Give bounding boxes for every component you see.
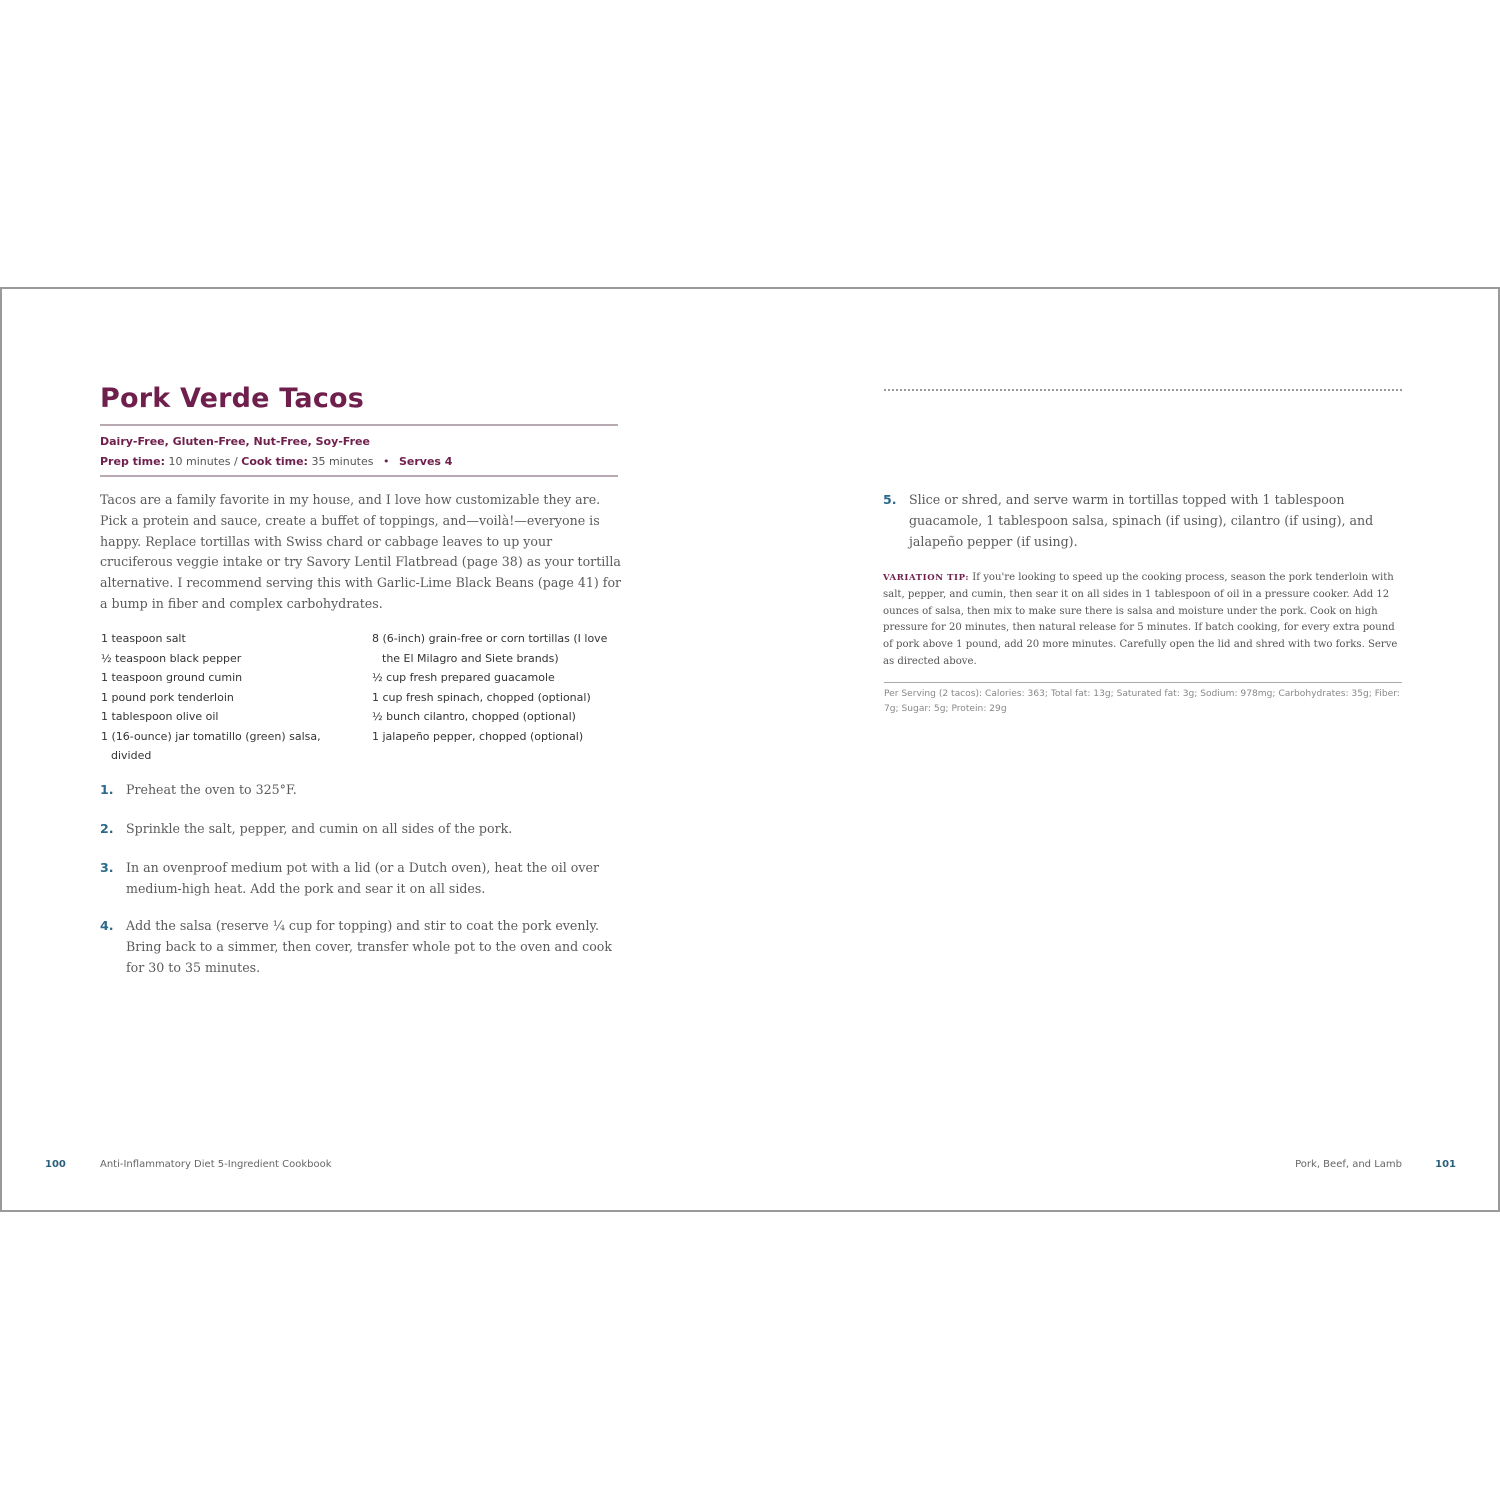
step-number: 2. — [100, 821, 114, 836]
step-text: Preheat the oven to 325°F. — [126, 782, 297, 797]
ingredients-right-column — [372, 629, 622, 746]
step-number: 4. — [100, 918, 114, 933]
ingredient-item: ½ cup fresh prepared guacamole — [372, 671, 555, 684]
cook-time-value: 35 minutes — [311, 455, 374, 468]
recipe-title: Pork Verde Tacos — [100, 383, 365, 414]
nutrition-info: Per Serving (2 tacos): Calories: 363; Total fat: 13g; Saturated fat: 3g; Sodium: 978mg; Carbohydrates: 35g; Fiber: 7g; Sugar: 5g; Protein: 29g — [884, 689, 1400, 714]
ingredient-item: ½ bunch cilantro, chopped (optional) — [372, 710, 576, 723]
ingredient-item: 8 (6-inch) grain-free or corn tortillas (I love the El Milagro and Siete brands) — [372, 632, 608, 665]
step-5 — [883, 490, 1405, 552]
step-2 — [100, 819, 622, 840]
step-4 — [100, 916, 622, 978]
serves: Serves 4 — [398, 455, 453, 468]
running-head-left: Anti-Inflammatory Diet 5-Ingredient Cookbook — [100, 1159, 332, 1170]
recipe-times — [100, 455, 452, 468]
nutrition-rule — [884, 682, 1402, 683]
step-3 — [100, 858, 622, 900]
step-text: In an ovenproof medium pot with a lid (or a Dutch oven), heat the oil over medium-high heat. Add the pork and sear it on all sides. — [126, 860, 599, 896]
ingredient-item: 1 teaspoon ground cumin — [101, 671, 243, 684]
ingredient-item: ½ teaspoon black pepper — [101, 651, 242, 665]
prep-time-label: Prep time: — [100, 455, 166, 468]
step-number: 3. — [100, 860, 114, 875]
ingredient-item: 1 tablespoon olive oil — [101, 710, 219, 723]
variation-tip-text: If you're looking to speed up the cooking process, season the pork tenderloin with salt, pepper, and cumin, then sear it on all sides in 1 tablespoon of oil in a pressure cooker. Add 12 ounces of salsa, then mix to make sure there is salsa and moisture under the pork. Cook on high pressure for 20 minutes, then natural release for 5 minutes. If batch cooking, for every extra pound of pork above 1 pound, add 20 more minutes. Carefully open the lid and shred with two forks. Serve as directed above. — [883, 572, 1398, 667]
book-spread — [0, 287, 1500, 1212]
ingredient-item: 1 cup fresh spinach, chopped (optional) — [372, 690, 591, 704]
variation-tip — [883, 570, 1405, 671]
title-rule — [100, 424, 618, 426]
step-number: 1. — [100, 782, 114, 797]
ingredient-item: 1 pound pork tenderloin — [101, 690, 234, 704]
prep-time-value: 10 minutes — [168, 455, 231, 468]
cook-time-label: Cook time: — [241, 455, 308, 468]
ingredient-item: 1 jalapeño pepper, chopped (optional) — [372, 729, 584, 743]
step-text: Sprinkle the salt, pepper, and cumin on all sides of the pork. — [126, 821, 513, 836]
page-number-left: 100 — [45, 1159, 66, 1170]
running-head-right: Pork, Beef, and Lamb — [1295, 1159, 1402, 1170]
ingredient-item: 1 teaspoon salt — [101, 632, 186, 645]
dotted-rule — [884, 389, 1402, 391]
header-rule — [100, 475, 618, 477]
bullet-separator: • — [382, 455, 390, 468]
step-1 — [100, 780, 622, 801]
diet-tags: Dairy-Free, Gluten-Free, Nut-Free, Soy-Free — [100, 435, 370, 448]
step-number: 5. — [883, 492, 897, 507]
ingredients-left-column — [101, 629, 351, 766]
ingredient-item: 1 (16-ounce) jar tomatillo (green) salsa, divided — [101, 729, 321, 762]
step-text: Slice or shred, and serve warm in tortillas topped with 1 tablespoon guacamole, 1 tablespoon salsa, spinach (if using), cilantro (if using), and jalapeño pepper (if using). — [909, 492, 1374, 549]
recipe-intro: Tacos are a family favorite in my house, and I love how customizable they are. Pick a protein and sauce, create a buffet of toppings, and—voilà!—everyone is happy. Replace tortillas with Swiss chard or cabbage leaves to up your cruciferous veggie intake or try Savory Lentil Flatbread (page 38) as your tortilla alternative. I recommend serving this with Garlic-Lime Black Beans (page 41) for a bump in fiber and complex carbohydrates. — [100, 492, 622, 611]
variation-tip-label: VARIATION TIP: — [883, 573, 970, 583]
step-text: Add the salsa (reserve ¼ cup for topping) and stir to coat the pork evenly. Bring back to a simmer, then cover, transfer whole pot to the oven and cook for 30 to 35 minutes. — [126, 918, 612, 975]
time-separator: / — [234, 455, 238, 468]
page-number-right: 101 — [1435, 1159, 1456, 1170]
